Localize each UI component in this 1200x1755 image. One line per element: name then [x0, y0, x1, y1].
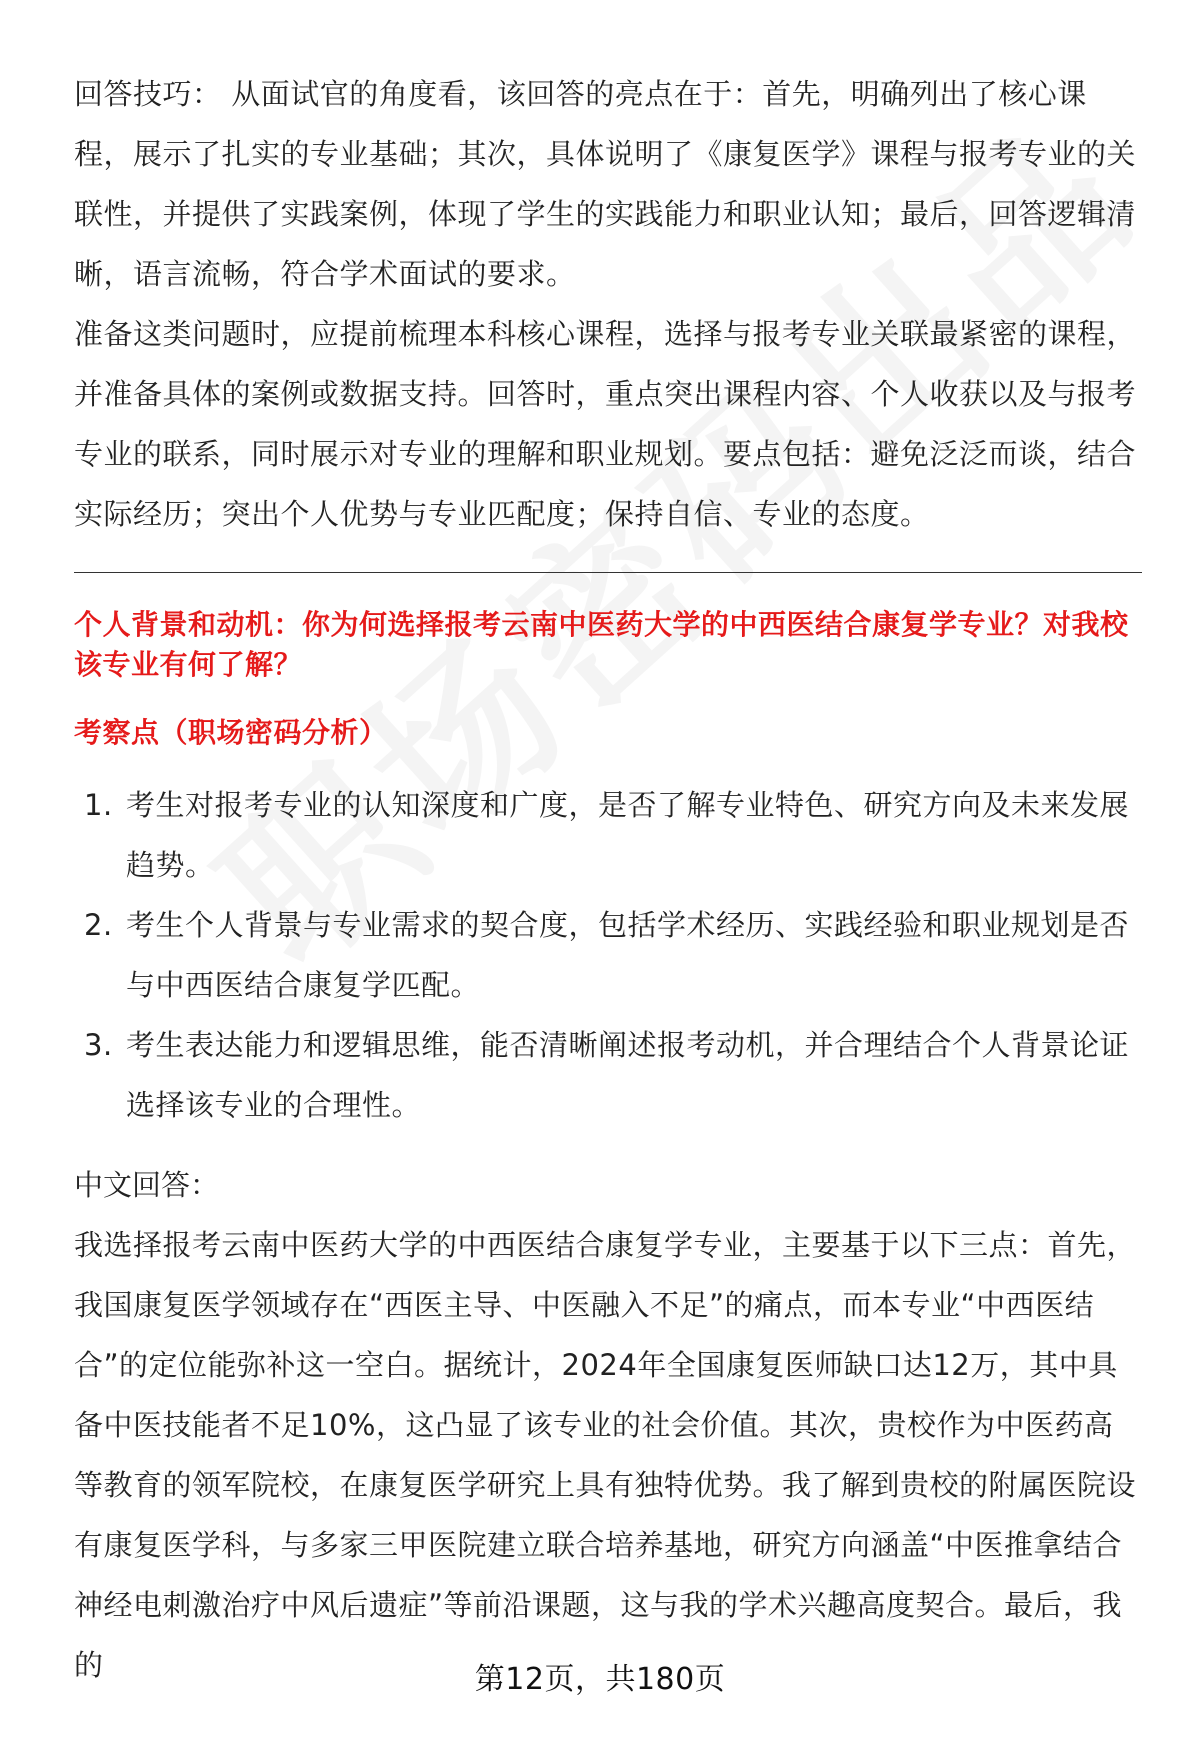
list-item-text: 考生表达能力和逻辑思维，能否清晰阐述报考动机，并合理结合个人背景论证选择该专业的合理性。	[126, 1028, 1130, 1122]
question-heading: 个人背景和动机：你为何选择报考云南中医药大学的中西医结合康复学专业？对我校该专业有何了解？	[74, 608, 1129, 681]
answer-tips-paragraph: 回答技巧： 从面试官的角度看，该回答的亮点在于：首先，明确列出了核心课程，展示了扎实的专业基础；其次，具体说明了《康复医学》课程与报考专业的关联性，并提供了实践案例，体现了学生的实践能力和职业认知；最后，回答逻辑清晰，语言流畅，符合学术面试的要求。	[74, 77, 1137, 291]
list-item-text: 考生个人背景与专业需求的契合度，包括学术经历、实践经验和职业规划是否与中西医结合康复学匹配。	[126, 908, 1130, 1002]
list-item-number: 1.	[84, 788, 113, 822]
document-page	[74, 64, 1142, 1695]
preparation-paragraph: 准备这类问题时，应提前梳理本科核心课程，选择与报考专业关联最紧密的课程，并准备具体的案例或数据支持。回答时，重点突出课程内容、个人收获以及与报考专业的联系，同时展示对专业的理解和职业规划。要点包括：避免泛泛而谈，结合实际经历；突出个人优势与专业匹配度；保持自信、专业的态度。	[74, 317, 1137, 531]
list-item-text: 考生对报考专业的认知深度和广度，是否了解专业特色、研究方向及未来发展趋势。	[126, 788, 1130, 882]
list-item	[74, 895, 1142, 1015]
answer-paragraph: 我选择报考云南中医药大学的中西医结合康复学专业，主要基于以下三点：首先，我国康复医学领域存在“西医主导、中医融入不足”的痛点，而本专业“中西医结合”的定位能弥补这一空白。据统计，2024年全国康复医师缺口达12万，其中具备中医技能者不足10%，这凸显了该专业的社会价值。其次，贵校作为中医药高等教育的领军院校，在康复医学研究上具有独特优势。我了解到贵校的附属医院设有康复医学科，与多家三甲医院建立联合培养基地，研究方向涵盖“中医推拿结合神经电刺激治疗中风后遗症”等前沿课题，这与我的学术兴趣高度契合。最后，我的	[74, 1228, 1137, 1682]
page-number: 第12页，共180页	[474, 1662, 726, 1697]
analysis-points-list	[74, 775, 1142, 1135]
analysis-heading: 考察点（职场密码分析）	[74, 716, 388, 749]
section-divider	[74, 572, 1142, 573]
list-item	[74, 775, 1142, 895]
list-item-number: 2.	[84, 908, 113, 942]
list-item	[74, 1015, 1142, 1135]
list-item-number: 3.	[84, 1028, 113, 1062]
answer-label: 中文回答：	[74, 1168, 220, 1202]
